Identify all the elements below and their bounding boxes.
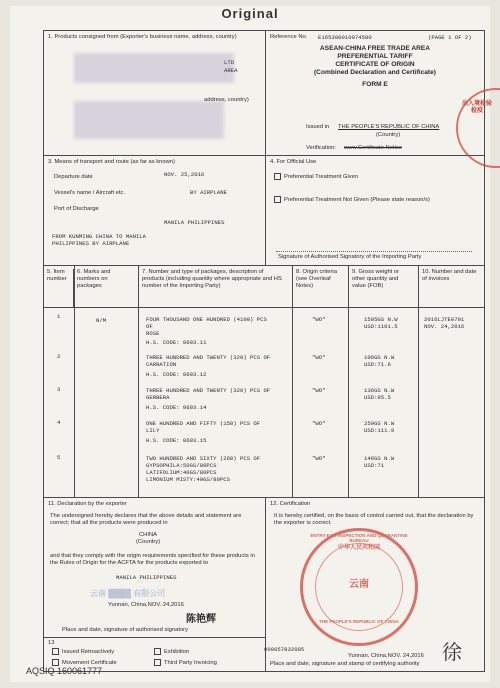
box1-exporter	[44, 31, 266, 156]
certifier-signature: 徐	[442, 640, 462, 664]
item-num: 1	[57, 313, 61, 320]
item-weight: 146GS N.W	[364, 455, 395, 462]
quarantine-bureau-stamp	[300, 528, 418, 646]
signature-line	[276, 251, 472, 252]
item-num: 2	[57, 353, 61, 360]
item-weight: 106GS N.W	[364, 354, 395, 361]
departure-value: NOV. 25,2016	[164, 171, 205, 178]
header-line4: (Combined Declaration and Certificate)	[313, 69, 436, 76]
redacted-consignee	[74, 101, 224, 139]
box11-para1: The undersigned hereby declares that the above details and statement are correct; that all the products were produced in	[50, 513, 242, 526]
aqsiq-number: AQSIQ 160061777	[26, 666, 103, 676]
box13-label: 13	[48, 640, 55, 646]
box11-country-label: (Country)	[136, 539, 161, 545]
item-desc: CARNATION	[146, 361, 177, 368]
item-desc: TWO HUNDRED AND SIXTY (260) PCS OF	[146, 455, 261, 462]
item-desc: LATIFOLIUM:40GS/80PCS	[146, 469, 217, 476]
box1-partial-1: LTD	[224, 59, 235, 66]
discharge-label: Port of Discharge	[54, 206, 99, 212]
box12-label: 12. Certification	[270, 501, 311, 507]
checkbox-icon	[154, 659, 161, 666]
vessel-value: BY AIRPLANE	[190, 189, 227, 196]
checkbox-icon	[274, 173, 281, 180]
box11-para2: and that they comply with the origin requirements specified for these products in the Rules of Origin for the ACFTA for the products exported to	[50, 553, 255, 566]
form-e: FORM E	[362, 81, 388, 88]
item-desc: LIMONIUM MISTY:40GS/80PCS	[146, 476, 230, 483]
item-hs: H.S. CODE: 0603.14	[146, 404, 207, 411]
item-criteria: "WO"	[312, 387, 326, 394]
redacted-exporter	[74, 53, 234, 83]
item-hs: H.S. CODE: 0603.11	[146, 339, 207, 346]
box12-place-date: Yunnan, China,NOV. 24,2016	[348, 653, 424, 659]
item-criteria: "WO"	[312, 316, 326, 323]
header-area	[266, 31, 484, 156]
item-desc: THREE HUNDRED AND TWENTY (320) PCS OF	[146, 387, 271, 394]
certificate-paper	[10, 6, 493, 682]
stamp-center-text: 云南	[349, 579, 369, 590]
box11-label: 11. Declaration by the exporter	[48, 501, 127, 507]
box4-signature-label: Signature of Authorised Signatory of the Importing Party	[278, 254, 422, 260]
page-title: Original	[221, 6, 279, 21]
item-criteria: "WO"	[312, 455, 326, 462]
box13-opt1[interactable]: Issued Retroactively	[52, 648, 114, 656]
vessel-label: Vessel's name / Aircraft etc.	[54, 190, 126, 196]
header-line3: CERTIFICATE OF ORIGIN	[335, 61, 415, 68]
box12-footer: Place and date, signature and stamp of certifying authority	[270, 661, 420, 667]
exporter-stamp: 云南 ████ 有限公司	[90, 589, 166, 598]
box3-label: 3. Means of transport and route (as far as known)	[48, 159, 175, 165]
checkbox-icon	[52, 648, 59, 655]
col-invoice: 10. Number and date of invoices	[422, 269, 477, 282]
item-num: 5	[57, 454, 61, 461]
item-marks: N/M	[96, 317, 107, 324]
box11-footer: Place and date, signature of authorised signatory	[62, 627, 189, 633]
item-hs: H.S. CODE: 0603.15	[146, 437, 207, 444]
stamp-bottom-text: THE PEOPLE'S REPUBLIC OF CHINA	[319, 619, 399, 624]
departure-label: Departure date	[54, 174, 93, 180]
stamp-top-text: 中华人民共和国	[337, 545, 380, 551]
col-origin: 8. Origin criteria (see Overleaf Notes)	[296, 269, 337, 289]
item-desc: LILY	[146, 427, 160, 434]
item-desc: FOUR THOUSAND ONE HUNDRED (4100) PCS	[146, 316, 267, 323]
item-weight: 136GS N.W	[364, 387, 395, 394]
col-item-number: 5. Item number	[47, 269, 74, 307]
box4-official	[266, 156, 484, 266]
box13-opt2[interactable]: Exhibition	[154, 648, 189, 656]
reference-label: Reference No.	[270, 34, 308, 40]
item-value: USD:71.6	[364, 361, 391, 368]
issued-in-value: THE PEOPLE'S REPUBLIC OF CHINA	[338, 124, 440, 130]
seal-stamp-edge-text: 出入境检验检疫	[462, 101, 493, 114]
certificate-form	[43, 30, 485, 672]
item-num: 4	[57, 419, 61, 426]
checkbox-icon	[154, 648, 161, 655]
item-num: 3	[57, 386, 61, 393]
reference-page: (PAGE 1 OF 2)	[428, 34, 472, 41]
col-weight: 9. Gross weight or other quantity and value (FOB)	[352, 269, 400, 289]
box3-transport	[44, 156, 266, 266]
item-desc: GERBERA	[146, 394, 170, 401]
item-weight: 1505GS N.W	[364, 316, 398, 323]
route-line1: FROM KUNMING CHINA TO MANILA	[52, 233, 146, 240]
invoice-number: 2016LJTE0701	[424, 316, 465, 323]
item-desc: ROSE	[146, 330, 160, 337]
box11-place-date: Yunnan, China,NOV. 24,2016	[108, 602, 184, 608]
checkbox-icon	[274, 196, 281, 203]
item-weight: 250GS N.W	[364, 420, 395, 427]
box13-opt4[interactable]: Third Party Invoicing	[154, 659, 217, 667]
issued-in-label: Issued in	[306, 124, 330, 130]
item-value: USD:71	[364, 462, 385, 469]
item-hs: H.S. CODE: 0603.12	[146, 371, 207, 378]
item-criteria: "WO"	[312, 354, 326, 361]
item-value: USD:1101.5	[364, 323, 398, 330]
box11-country: CHINA	[139, 532, 158, 538]
item-rows	[44, 308, 484, 498]
item-criteria: "WO"	[312, 420, 326, 427]
route-line2: PHILIPPINES BY AIRPLANE	[52, 240, 130, 247]
box4-label: 4. For Official Use	[270, 159, 317, 165]
box12-para: It is hereby certified, on the basis of control carried out, that the declaration by the exporter is correct.	[274, 513, 474, 526]
box4-opt2[interactable]: Preferential Treatment Not Given (Please state reason/s)	[274, 196, 430, 204]
box12-serial: 000057832085	[264, 646, 305, 653]
box13-opt3[interactable]: Movement Certificate	[52, 659, 117, 667]
box11-importing: MANILA PHILIPPINES	[116, 574, 177, 581]
item-value: USD:111.9	[364, 427, 395, 434]
discharge-value: MANILA PHILIPPINES	[164, 219, 225, 226]
verification-label: Verification:	[306, 145, 336, 151]
item-desc: THREE HUNDRED AND TWENTY (320) PCS OF	[146, 354, 271, 361]
box11-declaration	[44, 498, 266, 638]
stamp-outer-text: ENTRY-EXIT INSPECTION AND QUARANTINE BUREAU	[310, 533, 408, 543]
col-marks: 6. Marks and numbers on packages	[77, 269, 111, 289]
col-description: 7. Number and type of packages, description of products (including quantity where appropriate and HS number of the Importing Party)	[142, 269, 282, 289]
header-line2: PREFERENTIAL TARIFF	[337, 53, 413, 60]
invoice-date: NOV. 24,2016	[424, 323, 465, 330]
exporter-signature: 陈艳辉	[186, 614, 216, 625]
item-desc: GYPSOPHILA:50GS/80PCS	[146, 462, 217, 469]
box1-partial-2: AREA	[224, 67, 238, 74]
item-desc: ONE HUNDRED AND FIFTY (150) PCS OF	[146, 420, 261, 427]
item-value: USD:95.5	[364, 394, 391, 401]
reference-value: E165300010074580	[318, 34, 372, 41]
header-line1: ASEAN-CHINA FREE TRADE AREA	[319, 45, 431, 52]
checkbox-icon	[52, 659, 59, 666]
box4-opt1[interactable]: Preferential Treatment Given	[274, 173, 358, 181]
box2-label-tail: address, country)	[204, 97, 249, 103]
verification-value: www.Certificate.Notice	[344, 145, 402, 151]
issued-country-label: (Country)	[376, 132, 401, 138]
box1-label: 1. Products consigned from (Exporter's business name, address, country)	[48, 34, 237, 40]
item-desc: OF	[146, 323, 153, 330]
